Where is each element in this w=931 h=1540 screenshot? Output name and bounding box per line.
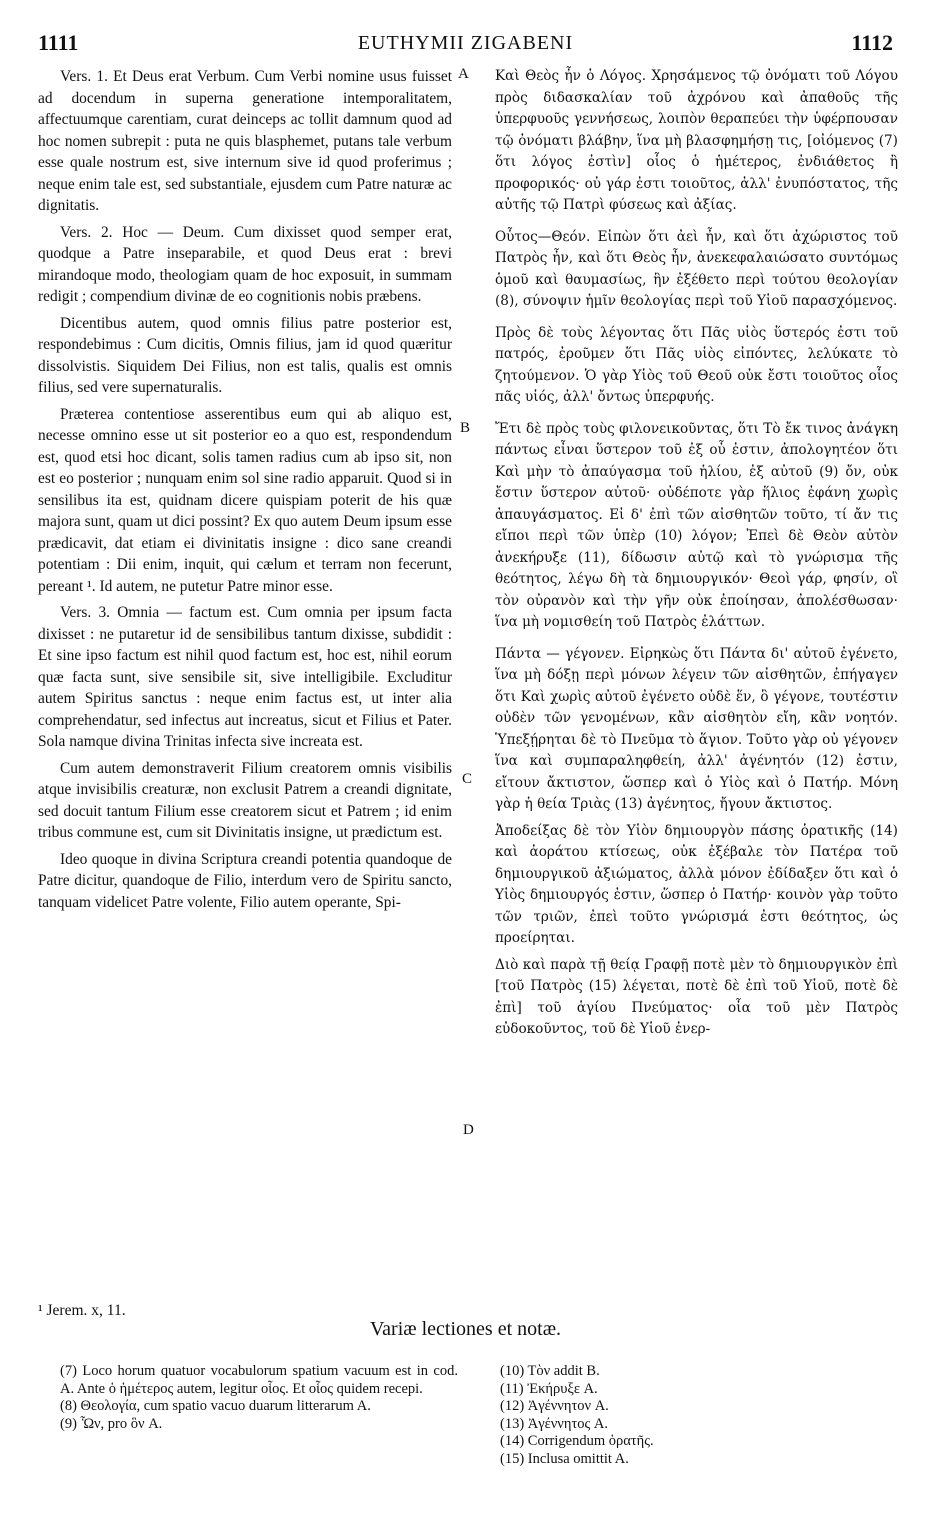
latin-paragraph: Dicentibus autem, quod omnis filius patre posterior est, respondebimus : Cum dicitis, Omnis filius, jam id quod quæritur dissolvistis. Siquidem Dei Filius, non est talis, qualis est omnis filius, sed vere supernaturalis. [38, 314, 452, 396]
latin-paragraph: Vers. 1. Et Deus erat Verbum. Cum Verbi nomine usus fuisset ad docendum in superna generatione intemporalitatem, affectuumque carentiam, curat deinceps ac tollit damnum quod ad hoc nomen subrepit : puta ne quis blasphemet, putans tale verbum esse quale nostrum est, sive internum sive id quod proferimus ; neque enim tale est, sed substantiale, ejusdem cum Patre naturæ ac dignitatis. [38, 68, 452, 214]
greek-paragraph: Ἀποδείξας δὲ τὸν Υἱὸν δημιουργὸν πάσης ὁρατικῆς (14) καὶ ἀοράτου κτίσεως, οὐκ ἐξέβαλε τὸν Πατέρα τοῦ δημιουργικοῦ ἀξιώματος, ἀλλὰ μόνον ἐδίδαξεν ὅτι καὶ ὁ Υἱὸς δημιουργός ἐστιν, ὥσπερ ὁ Πατήρ· κοινὸν γὰρ τοῦτο τῶν τριῶν, ἐπεὶ τοῦτο γνώρισμά ἐστι θεότητος, ὡς προείρηται. [495, 822, 898, 946]
greek-paragraph: Πρὸς δὲ τοὺς λέγοντας ὅτι Πᾶς υἱὸς ὕστερός ἐστι τοῦ πατρός, ἐροῦμεν ὅτι Πᾶς υἱὸς εἰπόντες, λελύκατε τὸ ζητούμενον. Ὁ γὰρ Υἱὸς τοῦ Θεοῦ οὐκ ἔστι τοιοῦτος οἷος πᾶς υἱός, ἀλλ' ὄντως ὑπερφυής. [495, 324, 898, 405]
running-title: EUTHYMII ZIGABENI [357, 32, 574, 54]
latin-paragraph: Vers. 2. Hoc — Deum. Cum dixisset quod semper erat, quodque a Patre inseparabile, et quod Deus erat : brevi mirandoque modo, theologiam quam de hoc exposuit, in summam redigit ; compendium divinæ de eo cognitionis nobis præbens. [38, 223, 452, 305]
note-item: (7) Loco horum quatuor vocabulorum spatium vacuum est in cod. A. Ante ὁ ἡμέτερος autem, legitur οἷος. Et οἷος quidem recepi. [60, 1363, 458, 1397]
greek-paragraph: Πάντα — γέγονεν. Εἰρηκὼς ὅτι Πάντα δι' αὐτοῦ ἐγένετο, ἵνα μὴ δόξῃ περὶ μόνων λέγειν τῶν αἰσθητῶν, ἐπήγαγεν ὅτι Καὶ χωρὶς αὐτοῦ ἐγένετο οὐδὲ ἕν, ὃ γέγονε, τουτέστιν οὐδὲν τῶν γενομένων, κἂν αἰσθητὸν εἴη, κἂν νοητόν. Ὑπεξῄρηται δὲ τὸ Πνεῦμα τὸ ἅγιον. Τοῦτο γὰρ οὐ γέγονεν ἵνα καὶ συμπαραληφθείη, ἀλλ' ἀγένητόν (12) ἐστιν, εἴτουν ἄκτιστον, ὥσπερ καὶ ὁ Υἱὸς καὶ ὁ Πατήρ. Μόνη γὰρ ἡ θεία Τριὰς (13) ἀγένητος, ἤγουν ἄκτιστος. [495, 645, 898, 812]
note-item: (9) Ὧν, pro ὃν A. [60, 1415, 163, 1432]
note-item: (13) Ἀγέννητος A. [500, 1415, 608, 1432]
section-marker-a: A [458, 66, 469, 82]
notes-right-column [500, 1363, 880, 1468]
note-item: (10) Τὸν addit B. [500, 1363, 600, 1379]
greek-paragraph: Οὗτος—Θεόν. Εἰπὼν ὅτι ἀεὶ ἦν, καὶ ὅτι ἀχώριστος τοῦ Πατρὸς ἦν, καὶ ὅτι Θεὸς ἦν, ἀνεκεφαλαιώσατο συντόμως ὁμοῦ καὶ θαυμασίως, ἣν ἐξέθετο περὶ τούτου θεολογίαν (8), σύνοψιν ἡμῖν θεολογίας περὶ τοῦ Υἱοῦ παρασχόμενος. [495, 228, 898, 309]
section-marker-d: D [463, 1122, 474, 1138]
note-item: (15) Inclusa omittit A. [500, 1450, 629, 1467]
footnote: ¹ Jerem. x, 11. [38, 1302, 126, 1319]
greek-paragraph: Ἔτι δὲ πρὸς τοὺς φιλονεικοῦντας, ὅτι Τὸ ἔκ τινος ἀνάγκη πάντως εἶναι ὕστερον τοῦ ἐξ οὗ ἐστιν, ἀπολογητέον ὅτι Καὶ μὴν τὸ ἀπαύγασμα τοῦ ἡλίου, ἐξ αὐτοῦ (9) ὄν, οὐκ ἔστιν ὕστερον αὐτοῦ· οὐδέποτε γὰρ ἥλιος ἐφάνη χωρὶς ἀπαυγάσματος. Εἰ δ' ἐπὶ τῶν αἰσθητῶν τοῦτο, τί ἄν τις εἴποι περὶ τῶν ὑπὲρ (10) λόγον; Ἐπεὶ δὲ Θεὸν αὐτὸν ἀνεκήρυξε (11), δίδωσιν αὐτῷ καὶ τὸ γνώρισμα τῆς θεότητος, λέγω δὴ τὰ δημιουργικόν· Θεοὶ γάρ, φησίν, οἳ τὸν οὐρανὸν καὶ τὴν γῆν οὐκ ἐποίησαν, ἀπολέσθωσαν· ἵνα μὴ νομισθείη τοῦ Πατρὸς ἐλάττων. [495, 420, 898, 630]
notes-left-column [60, 1363, 458, 1433]
page-number-left: 1111 [38, 30, 79, 55]
note-item: (8) Θεολογία, cum spatio vacuo duarum litterarum A. [60, 1398, 371, 1414]
page-number-right: 1112 [851, 30, 893, 55]
note-item: (11) Ἐκήρυξε A. [500, 1380, 598, 1397]
section-marker-c: C [462, 771, 473, 787]
note-item: (14) Corrigendum ὁρατῆς. [500, 1433, 654, 1449]
page-header [0, 30, 931, 60]
latin-paragraph: Vers. 3. Omnia — factum est. Cum omnia per ipsum facta dixisset : ne putaretur id de sensibilibus tantum dixisse, subdidit : Et sine ipso factum est nihil quod factum est, hoc est, nihil eorum quæ facta sunt, sive sensibile sit, sive intelligibile. Excluditur autem Spiritus sanctus : neque enim factus est, ut inter alia comprehendatur, sed infectus aut increatus, sicut et Filius et Pater. Sola namque divina Trinitas infecta sive increata est. [38, 604, 452, 750]
greek-column [495, 66, 898, 1046]
latin-paragraph: Cum autem demonstraverit Filium creatorem omnis visibilis atque invisibilis creaturæ, non exclusit Patrem a creandi dignitate, sed docuit tantum Filium esse creatorem sicut et Patrem ; id enim tribus commune est, cum sit Divinitatis insigne, ut prædictum est. [38, 759, 452, 841]
greek-paragraph: Καὶ Θεὸς ἦν ὁ Λόγος. Χρησάμενος τῷ ὀνόματι τοῦ Λόγου πρὸς διδασκαλίαν τοῦ ἀχρόνου καὶ ἀπαθοῦς τῆς ὑπερφυοῦς γεννήσεως, λοιπὸν θεραπεύει τὴν ὑφέρπουσαν τῷ ὀνόματι βλάβην, ἵνα μὴ βλασφημήσῃ τις, [οἰόμενος (7) ὅτι λόγος ἐστὶν] οἷος ὁ ἡμέτερος, ἐνδιάθετος ἢ προφορικός· οὐ γάρ ἐστι τοιοῦτος, ἀλλ' ἐνυπόστατος, τῆς αὐτῆς τῷ Πατρὶ φύσεως καὶ ἀξίας. [495, 68, 898, 213]
greek-paragraph: Διὸ καὶ παρὰ τῇ θείᾳ Γραφῇ ποτὲ μὲν τὸ δημιουργικὸν ἐπὶ [τοῦ Πατρὸς (15) λέγεται, ποτὲ δὲ ἐπὶ τοῦ Υἱοῦ, ποτὲ δὲ ἐπὶ] τοῦ ἁγίου Πνεύματος· οἷα τοῦ μὲν Πατρὸς εὐδοκοῦντος, τοῦ δὲ Υἱοῦ ἐνερ- [495, 956, 898, 1037]
notes-title: Variæ lectiones et notæ. [369, 1318, 562, 1340]
latin-paragraph: Præterea contentiose asserentibus eum qui ab aliquo est, necesse omnino esse ut sit posterior eo a quo est, respondendum est, quod etsi hoc dicant, solis tamen radius cum ab ipso sit, non est eo posterior ; nunquam enim sol sine radio apparuit. Quod si in sensilibus ita est, quidnam dicere quispiam poterit de his quæ majora sunt, quam ut dici possint? Ex quo autem Deum ipsum esse prædicavit, dat etiam ei divinitatis insigne : dico sane creandi potentiam : Dii enim, inquit, qui cælum et terram non fecerunt, pereant ¹. Id autem, ne putetur Patre minor esse. [38, 405, 452, 595]
latin-paragraph: Ideo quoque in divina Scriptura creandi potentia quandoque de Patre dicitur, quandoque de Filio, interdum vero de Spiritu sancto, tanquam videlicet Patre volente, Filio autem operante, Spi- [38, 850, 452, 911]
note-item: (12) Ἀγέννητον A. [500, 1398, 609, 1414]
section-marker-b: B [460, 420, 471, 436]
latin-column [38, 66, 452, 918]
